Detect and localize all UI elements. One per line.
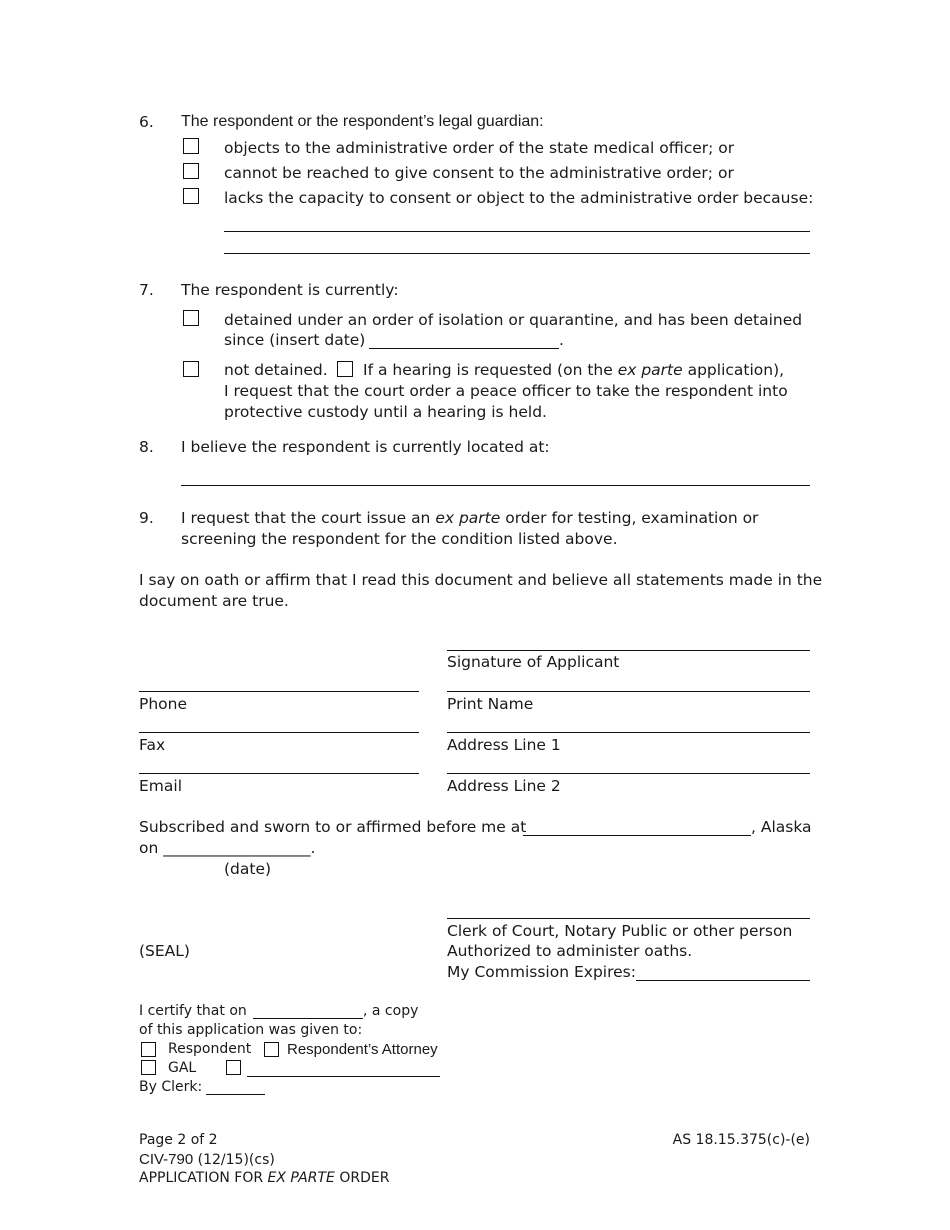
option-cannot-be-reached: cannot be reached to give consent to the administrative order; or (224, 164, 734, 182)
checkbox-objects[interactable] (183, 138, 199, 154)
item-6-heading: The respondent or the respondent’s legal guardian: (181, 113, 544, 130)
email-field[interactable] (139, 773, 419, 774)
lacks-capacity-reason-line-1[interactable] (224, 231, 810, 232)
clerk-line-1: Clerk of Court, Notary Public or other person (447, 922, 793, 940)
checkbox-other-recipient[interactable] (226, 1060, 241, 1075)
hearing-requested-text: If a hearing is requested (on the ex parte application), (363, 361, 785, 379)
print-name-label: Print Name (447, 695, 534, 713)
statute-reference: AS 18.15.375(c)-(e) (672, 1132, 810, 1148)
oath-line-1: I say on oath or affirm that I read this document and believe all statements made in the (139, 571, 823, 589)
by-clerk-label: By Clerk: (139, 1079, 203, 1095)
respondent-attorney-label: Respondent’s Attorney (287, 1041, 438, 1058)
detained-line-1: detained under an order of isolation or quarantine, and has been detained (224, 311, 803, 329)
respondent-location-field[interactable] (181, 485, 810, 486)
address-line-2-label: Address Line 2 (447, 777, 561, 795)
detained-date-field[interactable] (369, 348, 559, 349)
protective-custody-line-1: I request that the court order a peace officer to take the respondent into (224, 382, 788, 400)
certify-line-1-post: , a copy (363, 1003, 419, 1019)
seal-label: (SEAL) (139, 942, 190, 960)
checkbox-not-detained[interactable] (183, 361, 199, 377)
item-7-heading: The respondent is currently: (181, 281, 399, 299)
checkbox-cannot-be-reached[interactable] (183, 163, 199, 179)
checkbox-detained[interactable] (183, 310, 199, 326)
checkbox-lacks-capacity[interactable] (183, 188, 199, 204)
item-8-number: 8. (139, 438, 154, 456)
subscribed-alaska: , Alaska (751, 818, 812, 836)
option-lacks-capacity: lacks the capacity to consent or object to the administrative order because: (224, 189, 814, 207)
date-caption: (date) (224, 860, 272, 878)
detained-line-2: since (insert date) (224, 331, 366, 349)
gal-label: GAL (168, 1060, 197, 1076)
address-line-1-field[interactable] (447, 732, 810, 733)
signature-line[interactable] (447, 650, 810, 651)
item-9-line-2: screening the respondent for the condition listed above. (181, 530, 618, 548)
certify-date-field[interactable] (253, 1018, 363, 1019)
subscribed-text: Subscribed and sworn to or affirmed before me at (139, 818, 527, 836)
item-7-number: 7. (139, 281, 154, 299)
form-title: APPLICATION FOR EX PARTE ORDER (139, 1170, 390, 1186)
address-line-2-field[interactable] (447, 773, 810, 774)
checkbox-hearing-requested[interactable] (337, 361, 353, 377)
item-9-line-1: I request that the court issue an ex parte order for testing, examination or (181, 509, 759, 527)
checkbox-respondent[interactable] (141, 1042, 156, 1057)
detained-line-end: . (559, 331, 564, 349)
option-objects: objects to the administrative order of the state medical officer; or (224, 139, 735, 157)
by-clerk-field[interactable] (206, 1094, 265, 1095)
certify-line-2: of this application was given to: (139, 1022, 363, 1038)
protective-custody-line-2: protective custody until a hearing is held. (224, 403, 547, 421)
sworn-location-field[interactable] (523, 835, 751, 836)
clerk-signature-line[interactable] (447, 918, 810, 919)
address-line-1-label: Address Line 1 (447, 736, 561, 754)
lacks-capacity-reason-line-2[interactable] (224, 253, 810, 254)
email-label: Email (139, 777, 183, 795)
fax-label: Fax (139, 736, 166, 754)
commission-expires-field[interactable] (636, 980, 810, 981)
checkbox-gal[interactable] (141, 1060, 156, 1075)
sworn-date-line[interactable]: on ___________________. (139, 839, 316, 857)
checkbox-respondent-attorney[interactable] (264, 1042, 279, 1057)
phone-field[interactable] (139, 691, 419, 692)
print-name-field[interactable] (447, 691, 810, 692)
item-9-number: 9. (139, 509, 154, 527)
commission-label: My Commission Expires: (447, 963, 636, 981)
fax-field[interactable] (139, 732, 419, 733)
certify-line-1-pre: I certify that on (139, 1003, 247, 1019)
phone-label: Phone (139, 695, 188, 713)
signature-label: Signature of Applicant (447, 653, 620, 671)
page-number: Page 2 of 2 (139, 1132, 218, 1148)
other-recipient-field[interactable] (247, 1076, 440, 1077)
oath-line-2: document are true. (139, 592, 289, 610)
not-detained-label: not detained. (224, 361, 328, 379)
form-code: CIV-790 (12/15)(cs) (139, 1151, 275, 1168)
respondent-label: Respondent (168, 1041, 252, 1057)
clerk-line-2: Authorized to administer oaths. (447, 942, 693, 960)
item-6-number: 6. (139, 113, 154, 131)
item-8-text: I believe the respondent is currently located at: (181, 438, 550, 456)
